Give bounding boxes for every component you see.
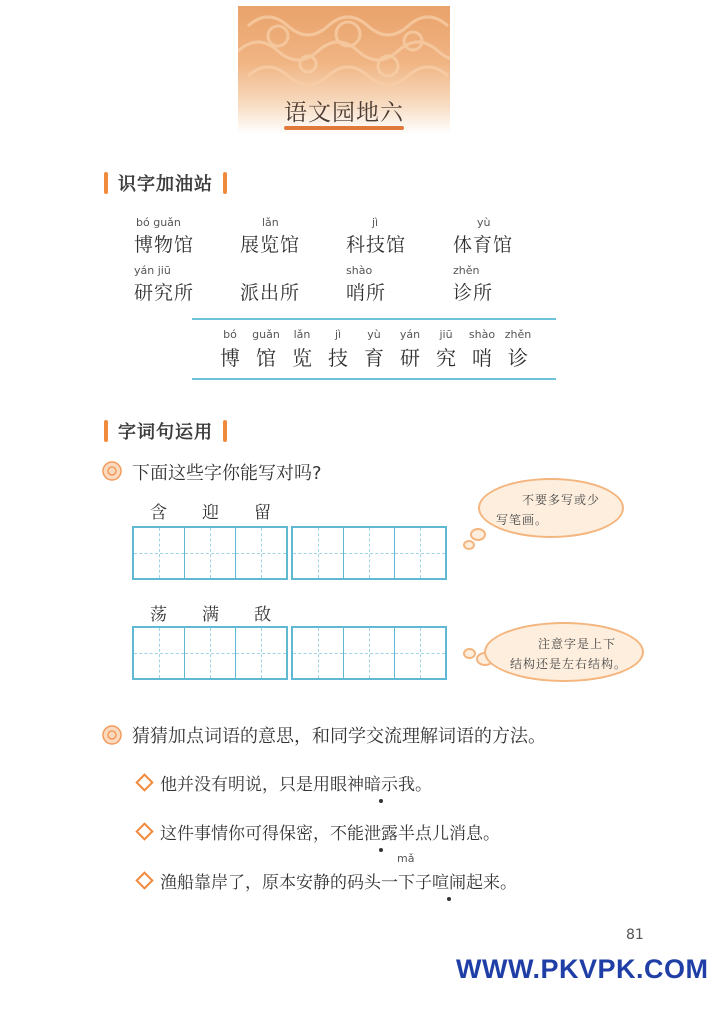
example-sentence: 他并没有明说，只是用眼神暗示我。 <box>160 770 432 795</box>
tip-bubble: 不要多写或少 写笔画。 <box>478 478 624 538</box>
section-heading-shizi <box>104 170 227 196</box>
writing-cell[interactable] <box>236 628 286 678</box>
diamond-bullet-icon <box>135 822 153 840</box>
question-text: 猜猜加点词语的意思，和同学交流理解词语的方法。 <box>132 726 546 747</box>
section-heading-zici <box>104 418 227 444</box>
example-sentence: 这件事情你可得保密，不能泄露半点儿消息。 <box>160 819 500 844</box>
example-sentence: 渔船靠岸了，原本安静的码头一下子喧闹起来。 <box>160 868 517 893</box>
writing-grid-group[interactable] <box>132 626 288 680</box>
title-underline <box>284 126 404 130</box>
writing-grid-row1[interactable] <box>132 526 450 580</box>
writing-grid-group[interactable] <box>291 526 447 580</box>
writing-grid-group[interactable] <box>291 626 447 680</box>
char-item: shào 哨 <box>468 328 496 370</box>
unit-banner <box>238 6 450 134</box>
unit-title: 语文园地六 <box>284 100 404 126</box>
diamond-bullet-icon <box>135 871 153 889</box>
writing-cell[interactable] <box>236 528 286 578</box>
writing-cell[interactable] <box>344 628 395 678</box>
page-number: 81 <box>626 927 644 943</box>
char-item: jì 技 <box>328 328 348 370</box>
writing-cell[interactable] <box>134 628 185 678</box>
writing-grid-group[interactable] <box>132 526 288 580</box>
tip-bubble: 注意字是上下 结构还是左右结构。 <box>484 622 644 682</box>
writing-cell[interactable] <box>134 528 185 578</box>
section-title: 字词句运用 <box>118 422 213 443</box>
flower-bullet-icon <box>101 460 123 482</box>
char-item: zhěn 诊 <box>504 328 532 370</box>
diamond-bullet-icon <box>135 773 153 791</box>
writing-cell[interactable] <box>395 628 445 678</box>
char-item: yù 育 <box>364 328 384 370</box>
char-item: yán 研 <box>399 328 421 370</box>
section-title: 识字加油站 <box>118 174 213 195</box>
flower-bullet-icon <box>101 724 123 746</box>
question-text: 下面这些字你能写对吗? <box>132 463 322 484</box>
char-item: bó 博 <box>220 328 240 370</box>
practice-chars-row1: 含 迎 留 <box>150 503 271 523</box>
pinyin-annotation: mǎ <box>397 852 415 865</box>
writing-cell[interactable] <box>185 528 236 578</box>
writing-cell[interactable] <box>395 528 445 578</box>
char-item: jiū 究 <box>436 328 456 370</box>
writing-cell[interactable] <box>185 628 236 678</box>
writing-cell[interactable] <box>293 628 344 678</box>
new-characters-box <box>192 318 556 380</box>
practice-chars-row2: 荡 满 敌 <box>150 605 271 625</box>
thought-dot <box>470 528 486 541</box>
thought-dot <box>463 648 476 659</box>
writing-grid-row2[interactable] <box>132 626 450 680</box>
char-item: guǎn 馆 <box>252 328 280 370</box>
writing-cell[interactable] <box>344 528 395 578</box>
site-watermark: WWW.PKVPK.COM <box>456 954 709 984</box>
writing-cell[interactable] <box>293 528 344 578</box>
char-item: lǎn 览 <box>292 328 312 370</box>
thought-dot <box>463 540 475 550</box>
